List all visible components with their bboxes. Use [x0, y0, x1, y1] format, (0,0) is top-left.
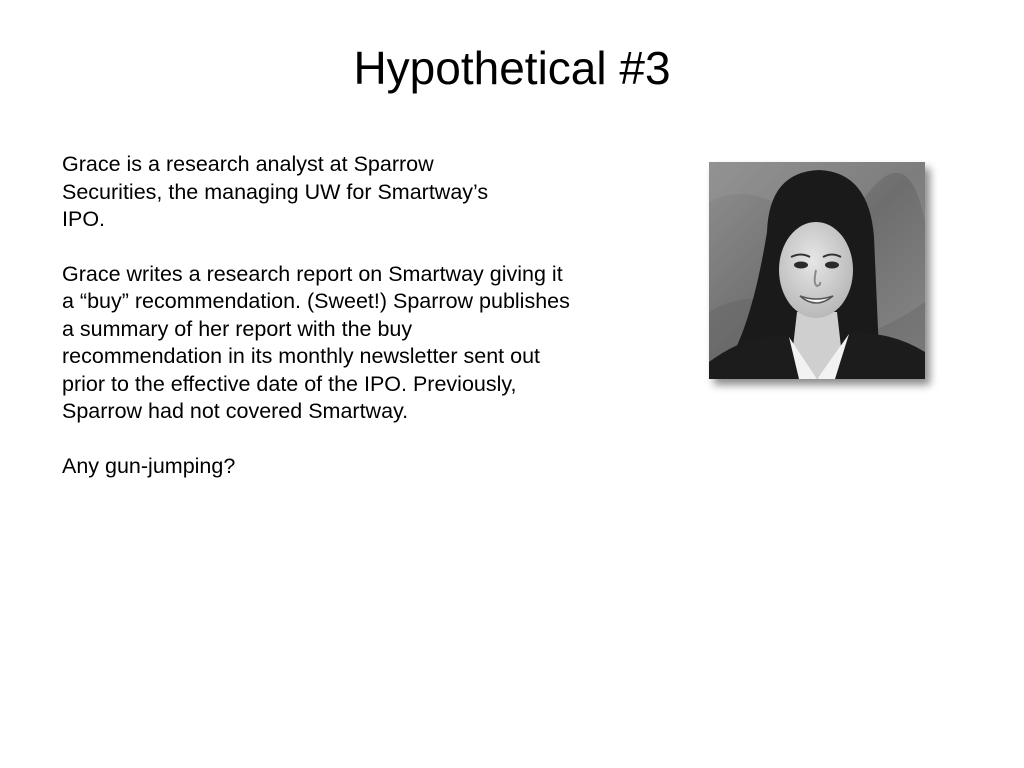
paragraph-scenario: Grace writes a research report on Smartway giving it a “buy” recommendation. (Sweet!) Sparrow publishes a summary of her report with the buy recommendation in its monthly newsletter sent out prior to the effective date of the IPO. Previously, Sparrow had not covered Smartway.: [62, 261, 570, 423]
slide-title: Hypothetical #3: [353, 42, 671, 94]
portrait-photo: [709, 162, 925, 379]
paragraph-question: Any gun-jumping?: [62, 453, 236, 478]
slide-body: [62, 151, 582, 480]
paragraph-intro: Grace is a research analyst at Sparrow Securities, the managing UW for Smartway’s IPO.: [62, 152, 489, 231]
portrait-illustration: [709, 162, 925, 379]
